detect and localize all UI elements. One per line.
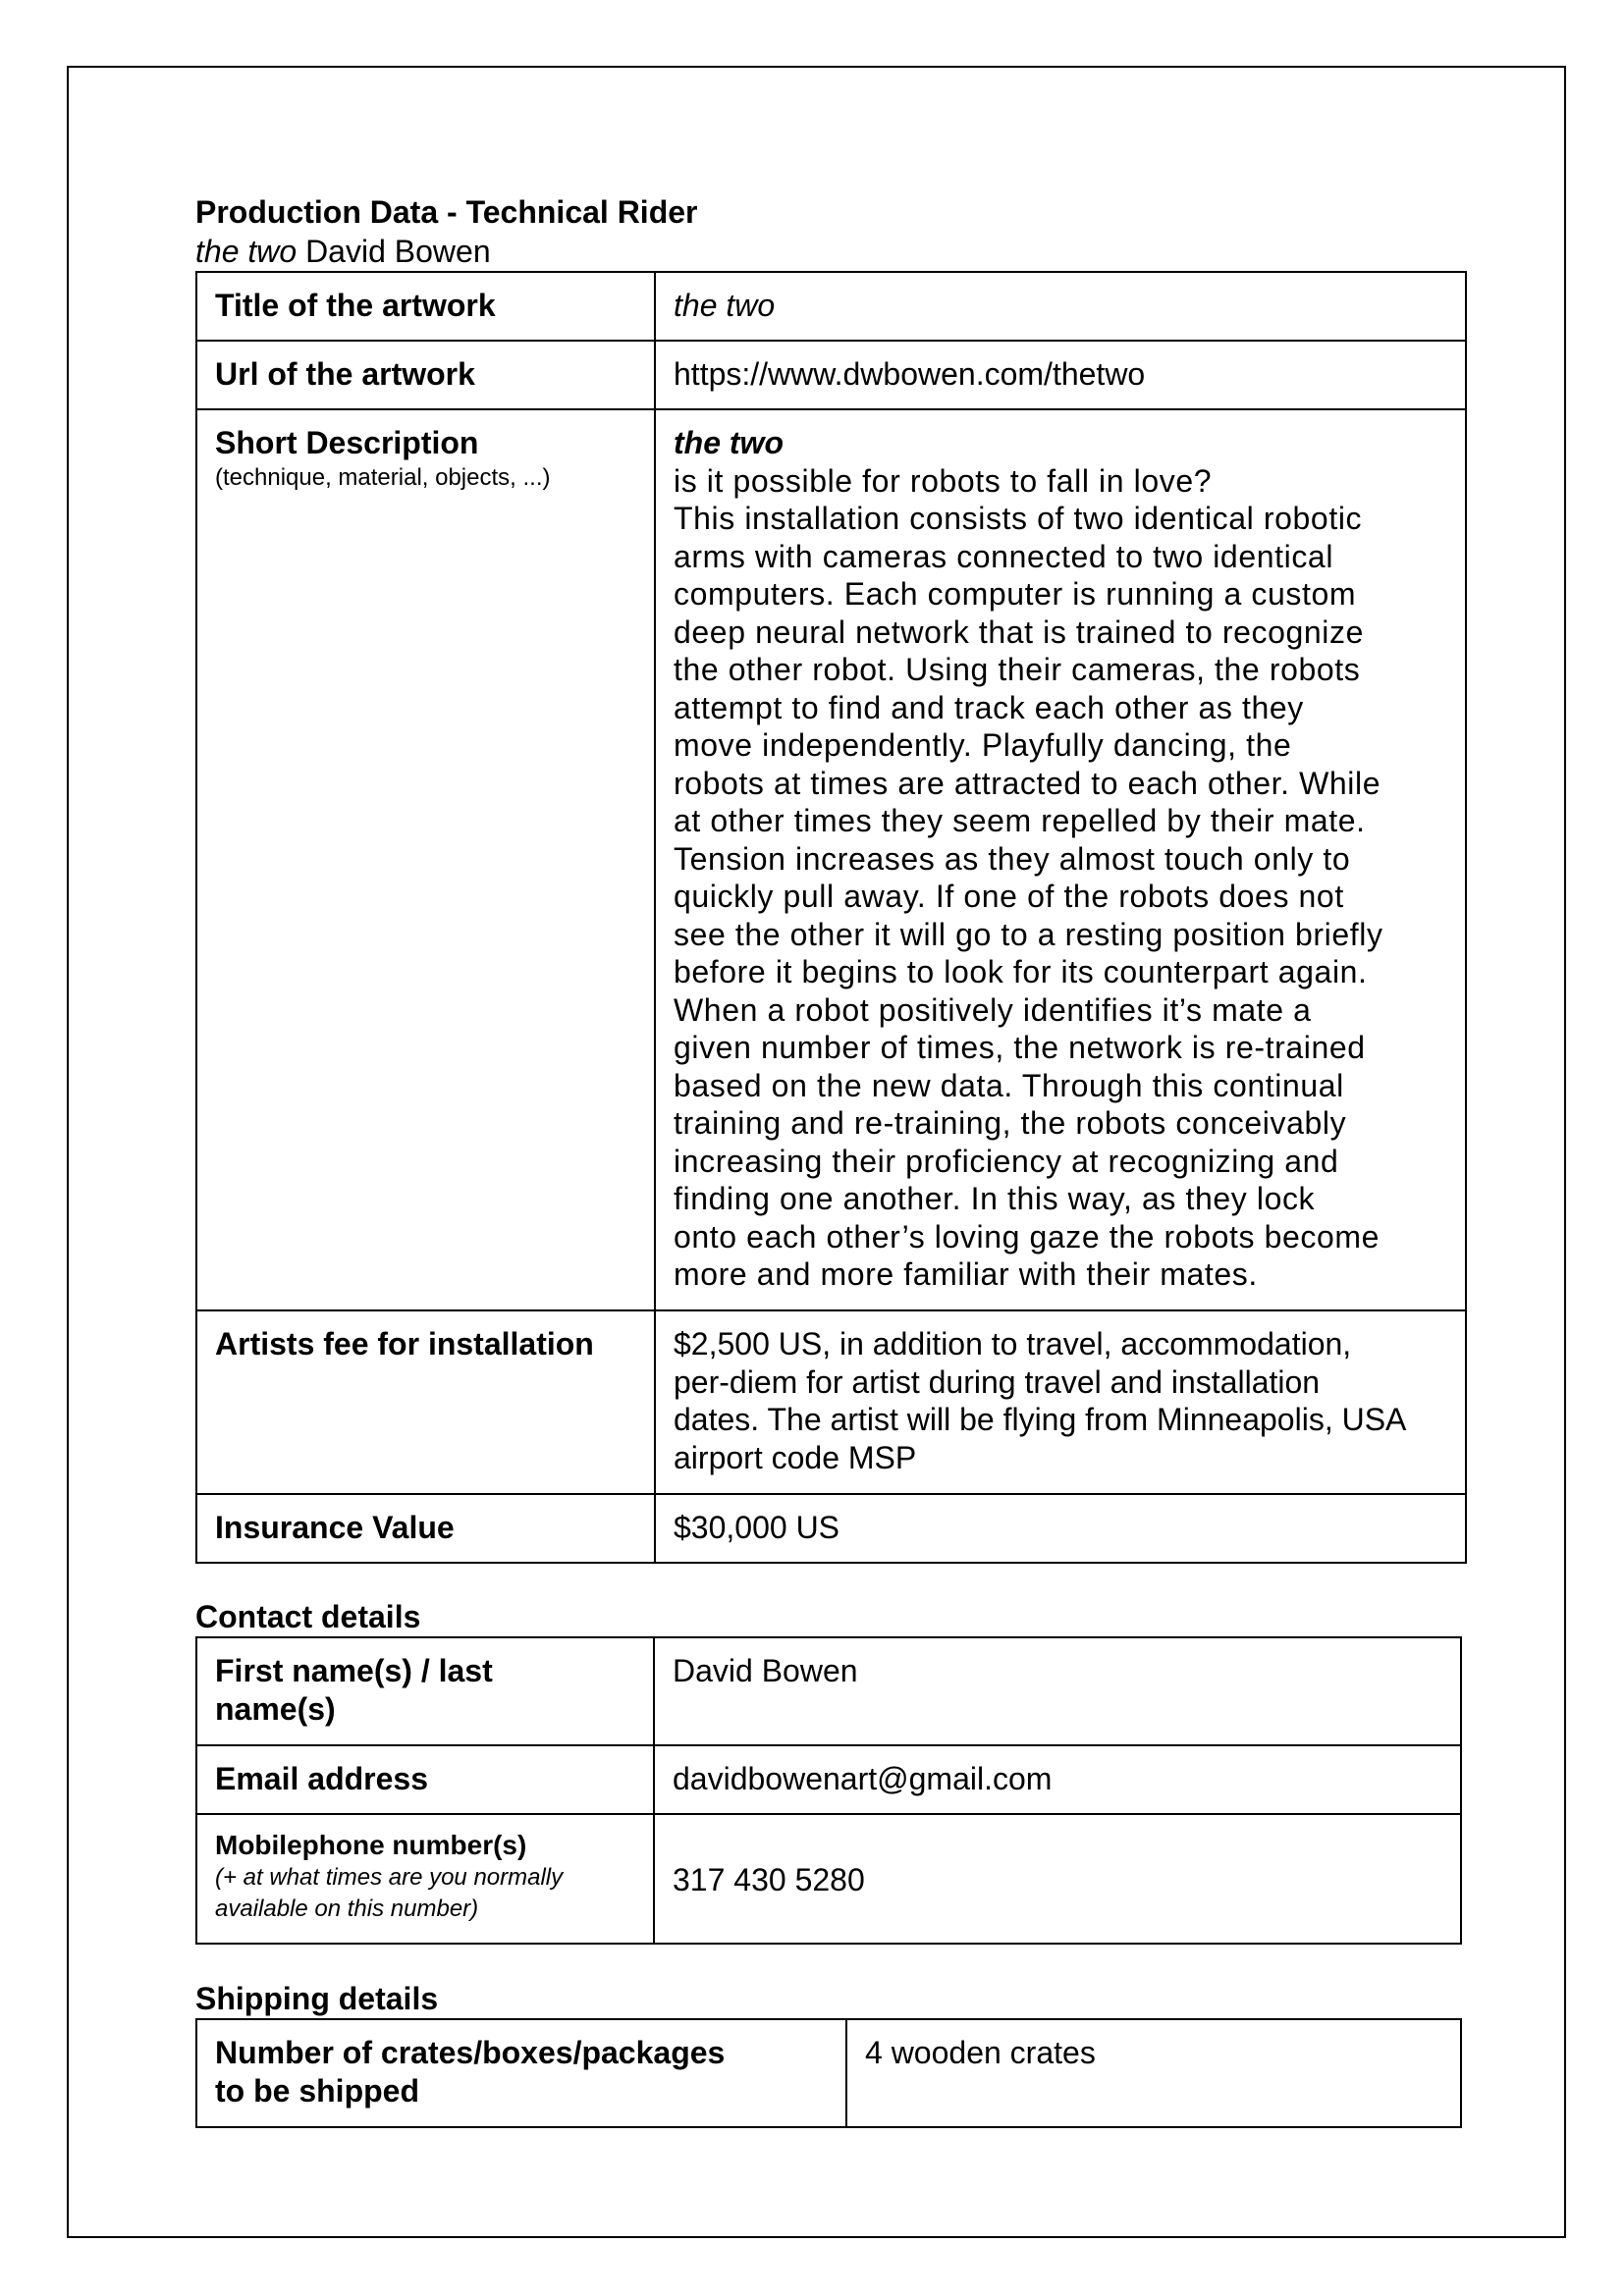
mobile-value: 317 430 5280	[673, 1861, 865, 1897]
description-line: When a robot positively identifies it’s mate a	[674, 991, 1312, 1028]
short-description-label: Short Description	[215, 425, 479, 460]
document-subtitle	[195, 232, 491, 271]
title-value: the two	[674, 288, 776, 323]
label-cell	[196, 1637, 654, 1745]
shipping-table	[195, 2018, 1462, 2128]
insurance-value: $30,000 US	[674, 1510, 840, 1545]
value-cell	[655, 1494, 1466, 1563]
description-line: computers. Each computer is running a custom	[674, 576, 1357, 612]
insurance-value-label: Insurance Value	[215, 1510, 455, 1545]
email-value: davidbowenart@gmail.com	[673, 1761, 1053, 1796]
fee-line: dates. The artist will be flying from Minneapolis, USA	[674, 1402, 1407, 1437]
label-cell	[196, 341, 655, 409]
description-text	[674, 462, 1447, 1294]
description-line: arms with cameras connected to two identical	[674, 538, 1334, 574]
fee-line: $2,500 US, in addition to travel, accommodation,	[674, 1326, 1352, 1362]
table-row	[196, 1310, 1466, 1494]
table-row	[196, 409, 1466, 1310]
label-cell	[196, 2019, 846, 2127]
crates-label-line: Number of crates/boxes/packages	[215, 2035, 726, 2070]
artwork-table	[195, 271, 1467, 1564]
mobile-sublabel-line: (+ at what times are you normally	[215, 1864, 564, 1891]
description-line: before it begins to look for its counterpart again.	[674, 954, 1368, 989]
fee-line: per-diem for artist during travel and installation	[674, 1363, 1321, 1400]
fee-line: airport code MSP	[674, 1439, 917, 1475]
mobile-label: Mobilephone number(s)	[215, 1830, 527, 1860]
description-line: finding one another. In this way, as they lock	[674, 1181, 1316, 1216]
description-line: see the other it will go to a resting position briefly	[674, 916, 1383, 952]
description-line: robots at times are attracted to each other. While	[674, 765, 1381, 801]
value-cell	[654, 1637, 1461, 1745]
table-row	[196, 272, 1466, 341]
label-cell	[196, 1310, 655, 1494]
name-label-line: First name(s) / last	[215, 1653, 493, 1688]
value-cell	[655, 341, 1466, 409]
subtitle-artist-name: David Bowen	[297, 234, 491, 269]
artists-fee-label: Artists fee for installation	[215, 1326, 594, 1362]
table-row	[196, 2019, 1461, 2127]
description-heading: the two	[674, 425, 784, 460]
description-line: more and more familiar with their mates.	[674, 1256, 1258, 1292]
description-line: This installation consists of two identical robotic	[674, 501, 1363, 536]
subtitle-artwork-name: the two	[195, 234, 298, 269]
label-cell	[196, 1745, 654, 1814]
url-label: Url of the artwork	[215, 356, 475, 392]
value-cell	[655, 272, 1466, 341]
table-row	[196, 1814, 1461, 1944]
title-label: Title of the artwork	[215, 288, 496, 323]
description-line: at other times they seem repelled by their mate.	[674, 803, 1366, 838]
label-cell	[196, 272, 655, 341]
table-row	[196, 1637, 1461, 1745]
label-cell	[196, 409, 655, 1310]
description-line: deep neural network that is trained to recognize	[674, 614, 1364, 650]
description-line: onto each other’s loving gaze the robots become	[674, 1218, 1380, 1255]
crates-label-line: to be shipped	[215, 2072, 419, 2109]
shipping-section-title: Shipping details	[195, 1981, 439, 2016]
value-cell	[654, 1814, 1461, 1944]
description-line: move independently. Playfully dancing, the	[674, 727, 1292, 763]
crates-value: 4 wooden crates	[865, 2035, 1096, 2070]
email-label: Email address	[215, 1761, 428, 1796]
table-row	[196, 1494, 1466, 1563]
value-cell	[655, 1310, 1466, 1494]
label-cell	[196, 1494, 655, 1563]
label-cell	[196, 1814, 654, 1944]
description-line: increasing their proficiency at recognizing and	[674, 1143, 1339, 1179]
value-cell	[846, 2019, 1461, 2127]
description-line: attempt to find and track each other as they	[674, 689, 1304, 725]
table-row	[196, 341, 1466, 409]
artists-fee-value	[674, 1325, 1447, 1476]
name-label-line: name(s)	[215, 1690, 336, 1727]
description-line: Tension increases as they almost touch only to	[674, 840, 1351, 877]
table-row	[196, 1745, 1461, 1814]
description-line: training and re-training, the robots conceivably	[674, 1105, 1347, 1141]
value-cell	[655, 409, 1466, 1310]
url-value: https://www.dwbowen.com/thetwo	[674, 356, 1146, 392]
value-cell	[654, 1745, 1461, 1814]
description-line: quickly pull away. If one of the robots does not	[674, 879, 1344, 914]
description-line: given number of times, the network is re-trained	[674, 1030, 1366, 1065]
contact-section-title: Contact details	[195, 1599, 421, 1634]
contact-table	[195, 1636, 1462, 1945]
description-line: the other robot. Using their cameras, the robots	[674, 652, 1361, 687]
description-line: based on the new data. Through this continual	[674, 1067, 1344, 1103]
description-line: is it possible for robots to fall in love?	[674, 462, 1213, 499]
document-title: Production Data - Technical Rider	[195, 194, 698, 230]
short-description-sublabel: (technique, material, objects, ...)	[215, 463, 551, 491]
mobile-sublabel-line: available on this number)	[215, 1896, 479, 1922]
name-value: David Bowen	[673, 1653, 858, 1688]
